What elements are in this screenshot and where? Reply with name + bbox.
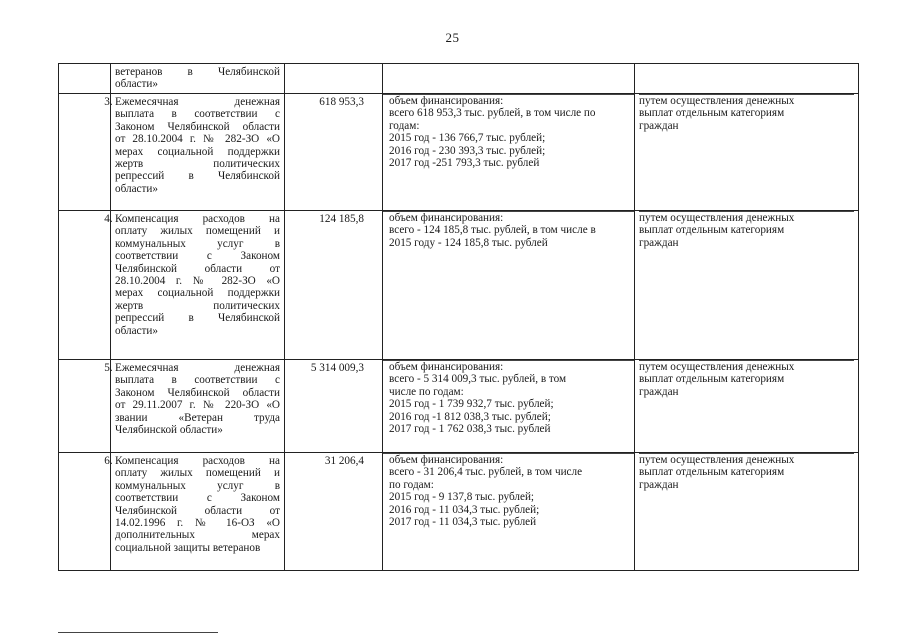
- measure-name-cell: [111, 453, 285, 571]
- measure-name-line: Ежемесячная денежная: [115, 362, 280, 374]
- financing-cell: [383, 360, 635, 453]
- amount-cell: 124 185,8: [285, 211, 383, 360]
- financing-line: 2016 год - 230 393,3 тыс. рублей;: [389, 144, 546, 157]
- method-line: выплат отдельным категориям: [639, 107, 785, 120]
- measure-name-cell: [111, 211, 285, 360]
- financing-line: 2015 год - 136 766,7 тыс. рублей;: [389, 132, 546, 145]
- measure-name-line: выплата в соответствии с: [115, 108, 280, 121]
- method-line: путем осуществления денежных: [639, 454, 795, 466]
- method-cell: [635, 64, 859, 94]
- measure-name-cell: [111, 94, 285, 211]
- financing-line: 2017 год - 11 034,3 тыс. рублей: [389, 516, 537, 529]
- measure-name-line: репрессий в Челябинской: [115, 312, 280, 325]
- measure-name-line: Компенсация расходов на: [115, 213, 280, 225]
- financing-line: объем финансирования:: [389, 212, 504, 224]
- financing-line: объем финансирования:: [389, 361, 504, 373]
- financing-line: 2017 год - 1 762 038,3 тыс. рублей: [389, 423, 551, 436]
- financing-line: по годам:: [389, 478, 434, 491]
- financing-line: 2016 год - 11 034,3 тыс. рублей;: [389, 503, 540, 516]
- row-number-cell: 3.: [59, 94, 111, 211]
- financing-line: 2017 год -251 793,3 тыс. рублей: [389, 157, 540, 170]
- measure-name-line: Челябинской области от: [115, 262, 280, 275]
- row-number-cell: 5.: [59, 360, 111, 453]
- measure-name-line: мерах социальной поддержки: [115, 145, 280, 158]
- method-line: выплат отдельным категориям: [639, 466, 785, 479]
- method-line: выплат отдельным категориям: [639, 224, 785, 237]
- financing-line: объем финансирования:: [389, 454, 504, 466]
- method-line: граждан: [639, 385, 679, 398]
- table-row: [59, 94, 859, 211]
- method-line: граждан: [639, 119, 679, 132]
- measure-name-line: жертв политических: [115, 299, 280, 312]
- measure-name-line: оплату жилых помещений и: [115, 467, 280, 480]
- measure-name-line: мерах социальной поддержки: [115, 287, 280, 300]
- method-line: путем осуществления денежных: [639, 212, 795, 224]
- measure-name-line: социальной защиты ветеранов: [115, 541, 261, 554]
- measure-name-line: ветеранов в Челябинской: [115, 66, 280, 78]
- table-row: [59, 453, 859, 571]
- measure-name-line: Челябинской области»: [115, 424, 223, 437]
- footnote-rule: [58, 632, 218, 633]
- measure-name-line: области»: [115, 324, 158, 337]
- measure-name-line: 28.10.2004 г. № 282-ЗО «О: [115, 275, 280, 288]
- method-cell: [635, 360, 859, 453]
- financing-line: всего - 124 185,8 тыс. рублей, в том числе в: [389, 224, 596, 237]
- method-cell: [635, 94, 859, 211]
- financing-cell: [383, 94, 635, 211]
- measure-name-line: оплату жилых помещений и: [115, 225, 280, 238]
- measure-name-line: Законом Челябинской области: [115, 120, 280, 133]
- measure-name-line: Компенсация расходов на: [115, 455, 280, 467]
- financing-line: числе по годам:: [389, 385, 464, 398]
- financing-line: 2016 год -1 812 038,3 тыс. рублей;: [389, 410, 551, 423]
- measure-name-line: 14.02.1996 г. № 16-ОЗ «О: [115, 517, 280, 530]
- measure-name-line: дополнительных мерах: [115, 529, 280, 542]
- measures-table: [58, 63, 859, 571]
- financing-line: всего - 5 314 009,3 тыс. рублей, в том: [389, 373, 567, 386]
- measure-name-line: соответствии с Законом: [115, 492, 280, 505]
- method-line: граждан: [639, 236, 679, 249]
- row-number-cell: 6.: [59, 453, 111, 571]
- measure-name-line: Челябинской области от: [115, 504, 280, 517]
- method-cell: [635, 211, 859, 360]
- financing-line: 2015 году - 124 185,8 тыс. рублей: [389, 236, 548, 249]
- measure-name-line: области»: [115, 78, 158, 91]
- measure-name-line: коммунальных услуг в: [115, 479, 280, 492]
- financing-line: годам:: [389, 119, 420, 132]
- financing-cell: [383, 453, 635, 571]
- method-cell: [635, 453, 859, 571]
- financing-line: 2015 год - 9 137,8 тыс. рублей;: [389, 491, 535, 504]
- measure-name-line: выплата в соответствии с: [115, 374, 280, 387]
- amount-cell: [285, 64, 383, 94]
- financing-line: объем финансирования:: [389, 95, 504, 107]
- measure-name-line: жертв политических: [115, 158, 280, 171]
- financing-cell: [383, 64, 635, 94]
- amount-cell: 5 314 009,3: [285, 360, 383, 453]
- measure-name-cell: [111, 360, 285, 453]
- table-body: [59, 64, 859, 571]
- measure-name-line: от 28.10.2004 г. № 282-ЗО «О: [115, 133, 280, 146]
- row-number-cell: 4.: [59, 211, 111, 360]
- method-line: граждан: [639, 478, 679, 491]
- measure-name-cell: [111, 64, 285, 94]
- financing-line: всего - 31 206,4 тыс. рублей, в том числе: [389, 466, 583, 479]
- measure-name-line: соответствии с Законом: [115, 250, 280, 263]
- measure-name-line: звании «Ветеран труда: [115, 411, 280, 424]
- financing-line: 2015 год - 1 739 932,7 тыс. рублей;: [389, 398, 554, 411]
- financing-cell: [383, 211, 635, 360]
- table-row: [59, 360, 859, 453]
- page-number: 25: [445, 30, 460, 45]
- amount-cell: 31 206,4: [285, 453, 383, 571]
- measure-name-line: Ежемесячная денежная: [115, 96, 280, 108]
- table-row: [59, 211, 859, 360]
- method-line: выплат отдельным категориям: [639, 373, 785, 386]
- measure-name-line: области»: [115, 182, 158, 195]
- measure-name-line: коммунальных услуг в: [115, 237, 280, 250]
- financing-line: всего 618 953,3 тыс. рублей, в том числе по: [389, 107, 596, 120]
- measure-name-line: от 29.11.2007 г. № 220-ЗО «О: [115, 399, 280, 412]
- measure-name-line: Законом Челябинской области: [115, 386, 280, 399]
- method-line: путем осуществления денежных: [639, 95, 795, 107]
- measure-name-line: репрессий в Челябинской: [115, 170, 280, 183]
- table-row: [59, 64, 859, 94]
- method-line: путем осуществления денежных: [639, 361, 795, 373]
- amount-cell: 618 953,3: [285, 94, 383, 211]
- row-number-cell: [59, 64, 111, 94]
